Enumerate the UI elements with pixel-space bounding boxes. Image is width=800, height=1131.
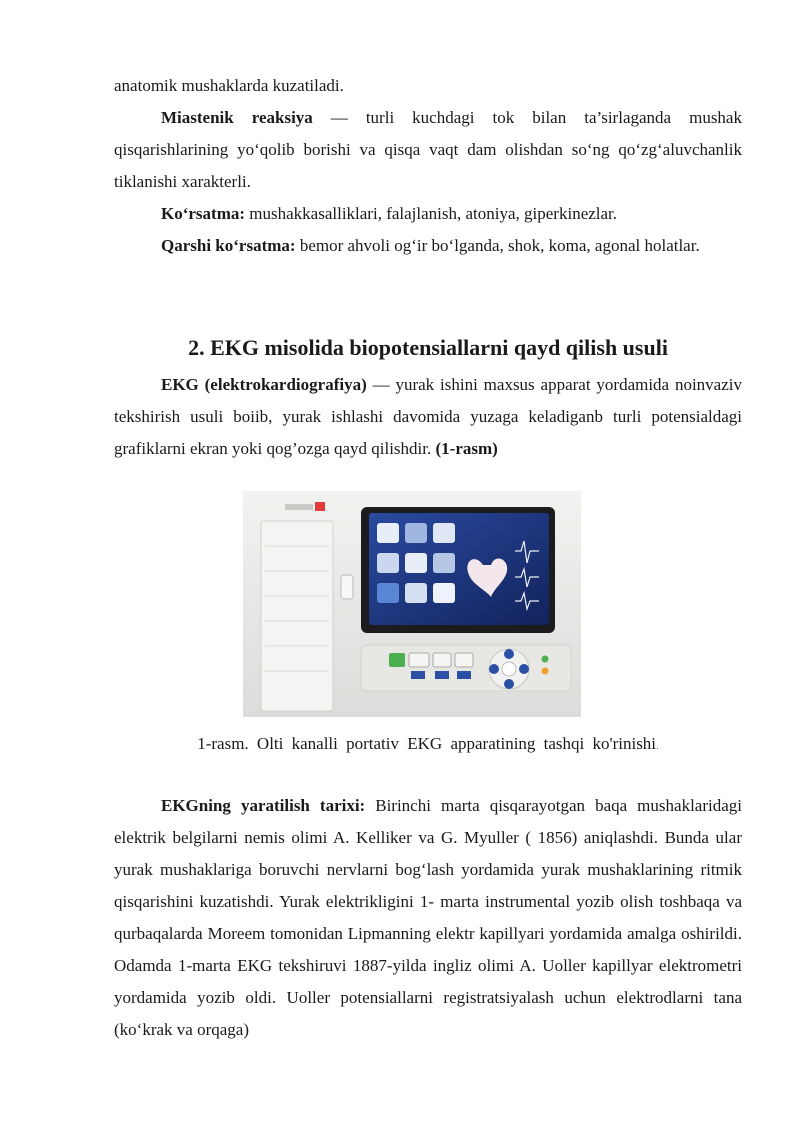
text-korsatma: mushakkasalliklari, falajlanish, atoniya, giperkinezlar.: [245, 204, 618, 223]
status-led-green: [542, 656, 549, 663]
control-panel: [361, 645, 571, 691]
printer-drawer: [261, 521, 333, 711]
text-ekg: — yurak ishini maxsus apparat yordamida noinvaziv tekshirish usuli boiib, yurak ishlashi davomida yuzaga keladiganb turli potensialdagi grafiklarni ekran yoki qog’ozga qayd qilishdir.: [114, 375, 742, 458]
power-button: [389, 653, 405, 667]
function-key-2: [433, 653, 451, 667]
ekg-device-photo: [243, 491, 581, 717]
brand-label: [285, 504, 313, 510]
text-ekg-history: Birinchi marta qisqarayotgan baqa mushaklaridagi elektrik belgilarni nemis olimi A. Kelliker va G. Myuller ( 1856) aniqlashdi. Bunda ular yurak mushaklariga boruvchi nervlarni bog‘lash yordamida yurak mushaklarining ritmik qisqarishini kuzatishdi. Yurak elektrikligini 1- marta instrumental yozib olish toshbaqa va qurbaqalarda Moreem tomonidan Lipmanning elektr kapillyari yordamida amalga oshirildi. Odamda 1-marta EKG tekshiruvi 1887-yilda ingliz olimi A. Uoller kapillyar elektrometri yordamida yozib oldi. Uoller potensiallarni registratsiyalash uchun elektrodlarni tana (ko‘krak va orqaga): [114, 796, 742, 1039]
term-miastenik: Miastenik reaksiya: [161, 108, 313, 127]
caption-text: 1-rasm. Olti kanalli portativ EKG apparatining tashqi ko'rinishi: [197, 734, 657, 753]
drawer-latch: [341, 575, 353, 599]
nav-down-icon: [504, 679, 514, 689]
text-qarshi-korsatma: bemor ahvoli og‘ir bo‘lganda, shok, koma, agonal holatlar.: [295, 236, 700, 255]
term-ekg-history: EKGning yaratilish tarixi:: [161, 796, 366, 815]
paragraph-continuation: anatomik mushaklarda kuzatiladi.: [114, 76, 344, 95]
paragraph-korsatma: [114, 198, 742, 230]
function-key-1: [409, 653, 429, 667]
nav-ok-button: [502, 662, 516, 676]
paragraph-qarshi-korsatma: [114, 230, 742, 262]
status-led-orange: [542, 668, 549, 675]
ekg-device-illustration: [243, 491, 581, 717]
function-key-3: [455, 653, 473, 667]
paragraph-miastenik: [114, 102, 742, 198]
nav-left-icon: [489, 664, 499, 674]
term-ekg: EKG (elektrokardiografiya): [161, 375, 367, 394]
section-heading: 2. EKG misolida biopotensiallarni qayd qilish usuli: [188, 335, 668, 360]
nav-right-icon: [519, 664, 529, 674]
paragraph-ekg-history: [114, 790, 742, 1046]
text-miastenik: — turli kuchdagi tok bilan ta’sirlaganda mushak qisqarishlarining yo‘qolib borishi va qisqa vaqt dam olishdan so‘ng qo‘zg‘aluvchanlik tiklanishi xarakterli.: [114, 108, 742, 191]
term-qarshi-korsatma: Qarshi ko‘rsatma:: [161, 236, 296, 255]
brand-logo-mark: [315, 502, 325, 511]
figure-caption: [114, 730, 742, 760]
figure-reference: (1-rasm): [435, 439, 498, 458]
nav-up-icon: [504, 649, 514, 659]
screen-menu-icons: [377, 523, 455, 603]
term-korsatma: Ko‘rsatma:: [161, 204, 246, 223]
paragraph-ekg-definition: [114, 369, 742, 465]
caption-dot: .: [656, 740, 659, 752]
